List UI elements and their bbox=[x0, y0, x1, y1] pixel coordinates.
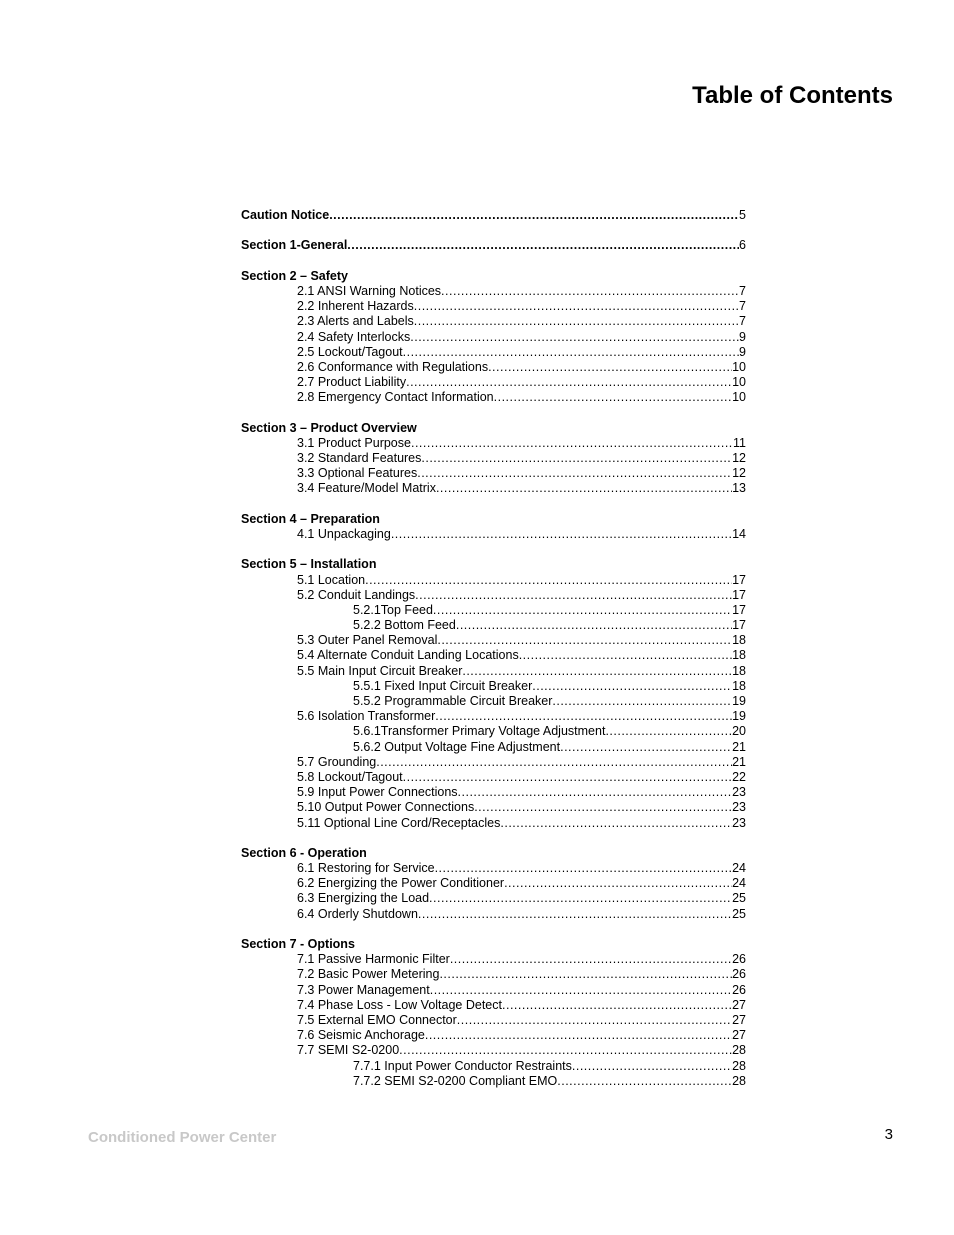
toc-spacer bbox=[241, 497, 746, 512]
toc-dot-leader bbox=[399, 1043, 732, 1058]
toc-section-heading[interactable] bbox=[241, 512, 746, 527]
toc-entry[interactable] bbox=[241, 284, 746, 299]
toc-entry-page: 17 bbox=[732, 587, 746, 602]
toc-dot-leader bbox=[605, 724, 732, 739]
toc-entry[interactable] bbox=[241, 466, 746, 481]
toc-entry[interactable] bbox=[241, 481, 746, 496]
toc-entry[interactable] bbox=[241, 1059, 746, 1074]
toc-entry-page: 7 bbox=[739, 299, 746, 314]
toc-entry-label: 6.3 Energizing the Load bbox=[297, 891, 430, 906]
page-title: Table of Contents bbox=[692, 82, 893, 109]
toc-dot-leader bbox=[436, 481, 732, 496]
toc-entry-label: Section 1-General bbox=[241, 238, 348, 253]
toc-entry[interactable] bbox=[241, 375, 746, 390]
toc-dot-leader bbox=[457, 1013, 732, 1028]
toc-entry[interactable] bbox=[241, 876, 746, 891]
toc-entry-label: 3.4 Feature/Model Matrix bbox=[297, 481, 436, 496]
toc-spacer bbox=[241, 922, 746, 937]
toc-entry[interactable] bbox=[241, 1013, 746, 1028]
toc-entry-page: 22 bbox=[732, 769, 746, 784]
toc-dot-leader bbox=[414, 314, 739, 329]
toc-dot-leader bbox=[418, 907, 732, 922]
toc-entry-page: 12 bbox=[732, 466, 746, 481]
toc-entry-page: 10 bbox=[732, 375, 746, 390]
toc-entry-page: 26 bbox=[732, 952, 746, 967]
toc-entry[interactable] bbox=[241, 330, 746, 345]
toc-entry-label: 2.4 Safety Interlocks bbox=[297, 329, 411, 344]
toc-entry-page: 21 bbox=[732, 754, 746, 769]
toc-entry[interactable] bbox=[241, 816, 746, 831]
toc-entry-label: 5.4 Alternate Conduit Landing Locations bbox=[297, 648, 519, 663]
toc-entry-label: 7.4 Phase Loss - Low Voltage Detect bbox=[297, 997, 502, 1012]
toc-entry-page: 27 bbox=[732, 1028, 746, 1043]
toc-entry-page: 21 bbox=[732, 739, 746, 754]
toc-entry[interactable] bbox=[241, 861, 746, 876]
toc-entry-page: 28 bbox=[732, 1043, 746, 1058]
toc-entry-page: 19 bbox=[732, 694, 746, 708]
toc-dot-leader bbox=[439, 967, 732, 982]
toc-section-heading[interactable] bbox=[241, 269, 746, 284]
toc-entry-page: 7 bbox=[739, 314, 746, 329]
toc-entry[interactable] bbox=[241, 998, 746, 1013]
toc-spacer bbox=[241, 405, 746, 420]
toc-entry[interactable] bbox=[241, 679, 746, 694]
toc-entry-page: 5 bbox=[739, 208, 746, 222]
toc-entry-page: 27 bbox=[732, 1012, 746, 1027]
toc-entry-page: 9 bbox=[739, 344, 746, 359]
toc-dot-leader bbox=[494, 390, 732, 405]
toc-dot-leader bbox=[433, 603, 732, 618]
toc-entry[interactable] bbox=[241, 709, 746, 724]
toc-entry[interactable] bbox=[241, 436, 746, 451]
toc-entry-page: 12 bbox=[732, 451, 746, 465]
toc-entry-label: 7.1 Passive Harmonic Filter bbox=[297, 952, 450, 967]
toc-entry-label: 6.4 Orderly Shutdown bbox=[297, 906, 418, 921]
toc-entry-label: Section 4 – Preparation bbox=[241, 511, 380, 526]
toc-dot-leader bbox=[572, 1059, 732, 1074]
toc-dot-leader bbox=[365, 573, 732, 588]
toc-dot-leader bbox=[560, 740, 732, 755]
toc-entry-page: 17 bbox=[732, 618, 746, 633]
toc-entry-label: 2.7 Product Liability bbox=[297, 375, 407, 390]
toc-entry-page: 25 bbox=[732, 906, 746, 921]
toc-entry-page: 25 bbox=[732, 891, 746, 906]
toc-entry-label: 6.1 Restoring for Service bbox=[297, 861, 435, 876]
toc-entry[interactable] bbox=[241, 360, 746, 375]
toc-dot-leader bbox=[403, 345, 739, 360]
toc-entry-page: 9 bbox=[739, 329, 746, 344]
toc-dot-leader bbox=[552, 694, 732, 709]
toc-entry[interactable] bbox=[241, 755, 746, 770]
toc-entry-page: 14 bbox=[732, 526, 746, 541]
toc-entry[interactable] bbox=[241, 1074, 746, 1089]
toc-entry-page: 6 bbox=[739, 238, 746, 253]
toc-entry-label: 5.3 Outer Panel Removal bbox=[297, 633, 438, 648]
toc-entry-label: 7.3 Power Management bbox=[297, 982, 430, 997]
toc-entry-label: 3.3 Optional Features bbox=[297, 466, 418, 481]
toc-entry-label: Section 6 - Operation bbox=[241, 845, 367, 860]
toc-dot-leader bbox=[504, 876, 732, 891]
toc-entry[interactable] bbox=[241, 648, 746, 663]
toc-entry-page: 20 bbox=[732, 724, 746, 739]
toc-entry-label: 2.3 Alerts and Labels bbox=[297, 314, 414, 329]
toc-entry-label: 5.6.2 Output Voltage Fine Adjustment bbox=[353, 739, 561, 754]
toc-dot-leader bbox=[411, 436, 733, 451]
toc-dot-leader bbox=[376, 755, 732, 770]
toc-dot-leader bbox=[429, 891, 732, 906]
toc-entry[interactable] bbox=[241, 1028, 746, 1043]
toc-entry-page: 18 bbox=[732, 678, 746, 693]
toc-entry-label: 5.11 Optional Line Cord/Receptacles bbox=[297, 815, 501, 830]
toc-entry[interactable] bbox=[241, 907, 746, 922]
toc-section-heading[interactable] bbox=[241, 208, 746, 223]
toc-entry-page: 17 bbox=[732, 572, 746, 587]
toc-dot-leader bbox=[462, 664, 732, 679]
toc-entry-label: 6.2 Energizing the Power Conditioner bbox=[297, 876, 505, 891]
toc-entry-page: 11 bbox=[733, 435, 746, 450]
toc-dot-leader bbox=[410, 330, 739, 345]
toc-entry[interactable] bbox=[241, 770, 746, 785]
toc-spacer bbox=[241, 254, 746, 269]
toc-entry-page: 10 bbox=[732, 359, 746, 374]
toc-section-heading[interactable] bbox=[241, 238, 746, 253]
toc-dot-leader bbox=[500, 816, 732, 831]
toc-entry-page: 27 bbox=[732, 997, 746, 1012]
toc-section-heading[interactable] bbox=[241, 421, 746, 436]
footer-document-name: Conditioned Power Center bbox=[88, 1129, 277, 1146]
toc-entry[interactable] bbox=[241, 694, 746, 709]
toc-entry-label: 7.2 Basic Power Metering bbox=[297, 967, 440, 982]
toc-dot-leader bbox=[456, 618, 732, 633]
toc-dot-leader bbox=[502, 998, 732, 1013]
toc-entry-page: 13 bbox=[732, 481, 746, 496]
toc-dot-leader bbox=[414, 299, 739, 314]
toc-dot-leader bbox=[406, 375, 732, 390]
toc-entry-label: 7.7 SEMI S2-0200 bbox=[297, 1043, 400, 1058]
toc-entry[interactable] bbox=[241, 724, 746, 739]
toc-dot-leader bbox=[415, 588, 732, 603]
toc-entry[interactable] bbox=[241, 740, 746, 755]
toc-entry-page: 24 bbox=[732, 861, 746, 876]
toc-entry[interactable] bbox=[241, 785, 746, 800]
toc-section-heading[interactable] bbox=[241, 846, 746, 861]
toc-entry[interactable] bbox=[241, 618, 746, 633]
toc-entry[interactable] bbox=[241, 527, 746, 542]
toc-entry-label: 4.1 Unpackaging bbox=[297, 526, 391, 541]
toc-dot-leader bbox=[430, 983, 732, 998]
toc-spacer bbox=[241, 542, 746, 557]
toc-entry-label: 7.5 External EMO Connector bbox=[297, 1012, 457, 1027]
toc-entry-label: 7.6 Seismic Anchorage bbox=[297, 1028, 425, 1043]
toc-entry-label: Section 2 – Safety bbox=[241, 268, 348, 283]
footer-page-number: 3 bbox=[884, 1126, 893, 1143]
toc-entry[interactable] bbox=[241, 800, 746, 815]
toc-entry-label: 5.5 Main Input Circuit Breaker bbox=[297, 663, 463, 678]
toc-dot-leader bbox=[557, 1074, 732, 1089]
toc-dot-leader bbox=[435, 861, 733, 876]
toc-dot-leader bbox=[488, 360, 732, 375]
toc-entry-label: 3.2 Standard Features bbox=[297, 451, 422, 465]
toc-entry-label: 5.5.2 Programmable Circuit Breaker bbox=[353, 694, 553, 708]
toc-entry-label: Caution Notice bbox=[241, 208, 330, 222]
toc-entry[interactable] bbox=[241, 390, 746, 405]
toc-dot-leader bbox=[441, 284, 739, 299]
toc-entry-label: 5.5.1 Fixed Input Circuit Breaker bbox=[353, 678, 533, 693]
toc-entry-label: 2.1 ANSI Warning Notices bbox=[297, 283, 442, 298]
toc-dot-leader bbox=[425, 1028, 732, 1043]
toc-entry[interactable] bbox=[241, 664, 746, 679]
toc-entry[interactable] bbox=[241, 451, 746, 466]
toc-dot-leader bbox=[421, 451, 732, 466]
toc-entry-label: Section 7 - Options bbox=[241, 937, 355, 951]
toc-dot-leader bbox=[458, 785, 733, 800]
toc-entry[interactable] bbox=[241, 603, 746, 618]
toc-dot-leader bbox=[403, 770, 732, 785]
toc-entry-label: 5.1 Location bbox=[297, 572, 366, 587]
toc-entry[interactable] bbox=[241, 633, 746, 648]
toc-entry-page: 23 bbox=[732, 785, 746, 800]
toc-entry-page: 7 bbox=[739, 283, 746, 298]
toc-dot-leader bbox=[391, 527, 732, 542]
toc-entry-label: 2.8 Emergency Contact Information bbox=[297, 390, 494, 405]
toc-entry[interactable] bbox=[241, 983, 746, 998]
toc-entry[interactable] bbox=[241, 967, 746, 982]
toc-dot-leader bbox=[417, 466, 732, 481]
toc-entry-page: 28 bbox=[732, 1058, 746, 1073]
toc-entry-label: 5.6.1Transformer Primary Voltage Adjustment bbox=[353, 724, 606, 739]
toc-dot-leader bbox=[532, 679, 732, 694]
toc-entry-page: 10 bbox=[732, 390, 746, 405]
toc-entry-label: 2.5 Lockout/Tagout bbox=[297, 344, 403, 359]
toc-entry[interactable] bbox=[241, 314, 746, 329]
toc-spacer bbox=[241, 831, 746, 846]
toc-entry[interactable] bbox=[241, 1043, 746, 1058]
toc-entry[interactable] bbox=[241, 573, 746, 588]
toc-entry-label: 5.2 Conduit Landings bbox=[297, 587, 416, 602]
toc-entry-page: 18 bbox=[732, 633, 746, 648]
toc-entry-label: 3.1 Product Purpose bbox=[297, 435, 411, 450]
toc-spacer bbox=[241, 223, 746, 238]
toc-entry-page: 18 bbox=[732, 663, 746, 678]
toc-dot-leader bbox=[450, 952, 732, 967]
toc-entry[interactable] bbox=[241, 588, 746, 603]
toc-entry-page: 23 bbox=[732, 815, 746, 830]
toc-dot-leader bbox=[474, 800, 732, 815]
toc-entry[interactable] bbox=[241, 891, 746, 906]
toc-entry-label: 5.6 Isolation Transformer bbox=[297, 709, 436, 724]
toc-entry-label: 5.10 Output Power Connections bbox=[297, 800, 475, 815]
toc-entry-page: 28 bbox=[732, 1073, 746, 1088]
toc-entry-page: 26 bbox=[732, 967, 746, 982]
table-of-contents bbox=[241, 208, 746, 1089]
toc-entry-label: Section 3 – Product Overview bbox=[241, 420, 417, 435]
toc-dot-leader bbox=[329, 208, 739, 223]
toc-entry-page: 26 bbox=[732, 982, 746, 997]
toc-entry-label: 5.2.2 Bottom Feed bbox=[353, 618, 456, 633]
toc-entry-label: 5.8 Lockout/Tagout bbox=[297, 769, 403, 784]
toc-entry-label: 7.7.1 Input Power Conductor Restraints bbox=[353, 1058, 572, 1073]
toc-entry-label: 2.6 Conformance with Regulations bbox=[297, 359, 489, 374]
toc-entry-page: 23 bbox=[732, 800, 746, 815]
toc-entry-label: 5.7 Grounding bbox=[297, 754, 377, 769]
toc-entry-page: 19 bbox=[732, 709, 746, 724]
toc-entry[interactable] bbox=[241, 345, 746, 360]
toc-dot-leader bbox=[347, 238, 739, 253]
toc-entry-page: 18 bbox=[732, 648, 746, 663]
toc-dot-leader bbox=[519, 648, 732, 663]
toc-entry-label: 5.2.1Top Feed bbox=[353, 602, 433, 617]
toc-entry-page: 17 bbox=[732, 602, 746, 617]
toc-section-heading[interactable] bbox=[241, 557, 746, 572]
toc-entry-label: 7.7.2 SEMI S2-0200 Compliant EMO bbox=[353, 1073, 558, 1088]
toc-entry-label: 2.2 Inherent Hazards bbox=[297, 299, 414, 314]
toc-entry[interactable] bbox=[241, 299, 746, 314]
toc-section-heading[interactable] bbox=[241, 937, 746, 952]
toc-entry-page: 24 bbox=[732, 876, 746, 891]
toc-dot-leader bbox=[435, 709, 732, 724]
toc-entry-label: 5.9 Input Power Connections bbox=[297, 785, 458, 800]
toc-entry-label: Section 5 – Installation bbox=[241, 557, 377, 572]
toc-dot-leader bbox=[437, 633, 732, 648]
toc-entry[interactable] bbox=[241, 952, 746, 967]
